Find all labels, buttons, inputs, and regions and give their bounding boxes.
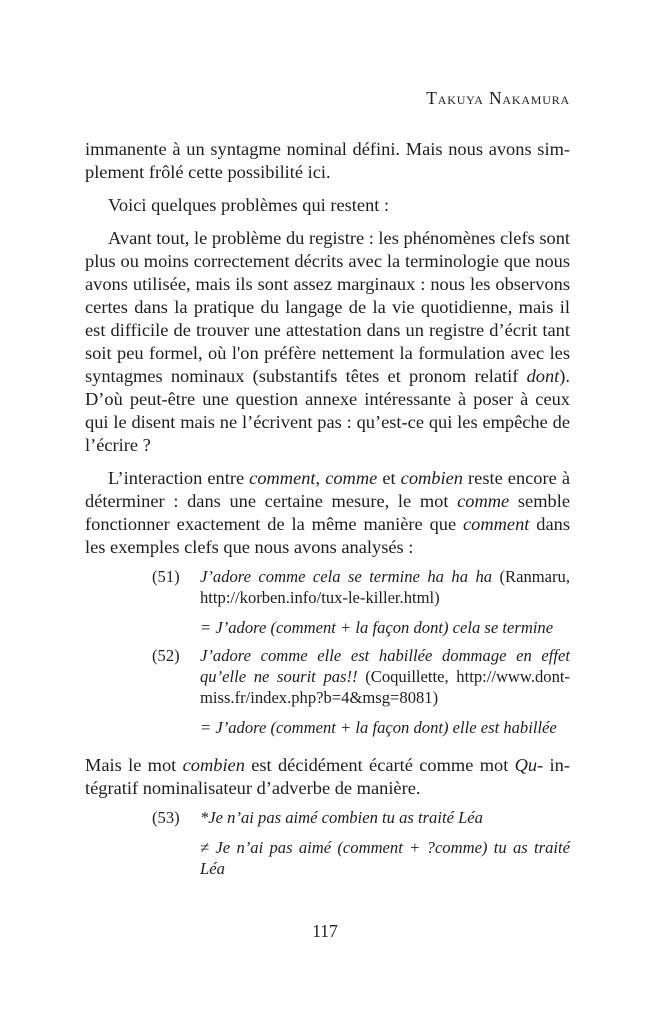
numbered-example	[85, 566, 570, 638]
example-line	[200, 566, 570, 608]
text-run: reste encore à déterminer : dans une certaine mesure, le mot	[85, 468, 571, 511]
example-body	[200, 566, 570, 638]
italic-text-run: comme	[325, 468, 378, 488]
document-body	[85, 138, 570, 879]
example-line	[200, 617, 570, 638]
text-run: Mais le mot	[85, 755, 183, 775]
text-run: dans les exemples clefs que nous avons analysés :	[85, 514, 570, 557]
paragraph	[85, 138, 570, 184]
italic-text-run: = J’adore (comment + la façon dont) cela se termine	[200, 618, 554, 637]
text-run: immanente à un syntagme nominal défini. Mais nous avons simplement frôlé cette possibilité ici.	[85, 139, 570, 182]
example-number: (51)	[152, 567, 180, 586]
italic-text-run: combien	[400, 468, 463, 488]
text-run: (Coquillette, http://www.dont-miss.fr/index.php?b=4&msg=8081)	[200, 667, 570, 707]
text-run: Avant tout, le problème du registre : les phénomènes clefs sont plus ou moins correctement décrits avec la terminologie que nous avons utilisée, mais ils sont assez marginaux : nous les observons certes dans la pratique du langage de la vie quotidienne, mais il est difficile de trouver une attestation dans un registre d’écrit tant soit peu formel, où l'on préfère nettement la formulation avec les syntagmes nominaux (substantifs têtes et pronom relatif	[85, 228, 570, 386]
page-content	[85, 88, 570, 886]
italic-text-run: comme	[457, 491, 510, 511]
italic-text-run: ≠ Je n’ai pas aimé (comment + ?comme) tu as traité Léa	[200, 838, 570, 878]
example-line	[200, 837, 570, 879]
italic-text-run: J’adore comme elle est habillée dommage en effet qu’elle ne sourit pas!!	[200, 646, 570, 686]
example-body	[200, 807, 570, 879]
text-run: semble fonctionner exactement de la même manière que	[85, 491, 570, 534]
text-run: (Ranmaru, http://korben.info/tux-le-killer.html)	[200, 567, 570, 607]
text-run: ,	[315, 468, 326, 488]
italic-text-run: comment	[249, 468, 316, 488]
running-head: Takuya Nakamura	[426, 88, 570, 108]
numbered-example	[85, 807, 570, 879]
italic-text-run: Qu-	[514, 755, 544, 775]
italic-text-run: comment	[463, 514, 530, 534]
example-number: (52)	[152, 646, 180, 665]
italic-text-run: = J’adore (comment + la façon dont) elle est habillée	[200, 718, 557, 737]
example-line	[200, 807, 570, 828]
example-number: (53)	[152, 808, 180, 827]
page-number: 117	[312, 921, 338, 941]
paragraph	[85, 227, 570, 457]
paragraph	[85, 194, 570, 217]
italic-text-run: dont	[526, 366, 560, 386]
example-line	[200, 645, 570, 708]
text-run: Voici quelques problèmes qui restent :	[108, 195, 390, 215]
paragraph	[85, 467, 570, 559]
example-body	[200, 645, 570, 738]
paragraph	[85, 754, 570, 800]
text-run: et	[377, 468, 401, 488]
text-run: est décidément écarté comme mot	[244, 755, 515, 775]
example-line	[200, 717, 570, 738]
numbered-example	[85, 645, 570, 738]
text-run: ). D’où peut-être une question annexe intéressante à poser à ceux qui le disent mais ne l’écrivent pas : qu’est-ce qui les empêche de l’écrire ?	[85, 366, 570, 455]
italic-text-run: J’adore comme cela se termine ha ha ha	[200, 567, 493, 586]
italic-text-run: *Je n’ai pas aimé combien tu as traité Léa	[200, 808, 483, 827]
italic-text-run: combien	[182, 755, 245, 775]
text-run: intégratif nominalisateur d’adverbe de manière.	[85, 755, 570, 798]
text-run: L’interaction entre	[108, 468, 250, 488]
